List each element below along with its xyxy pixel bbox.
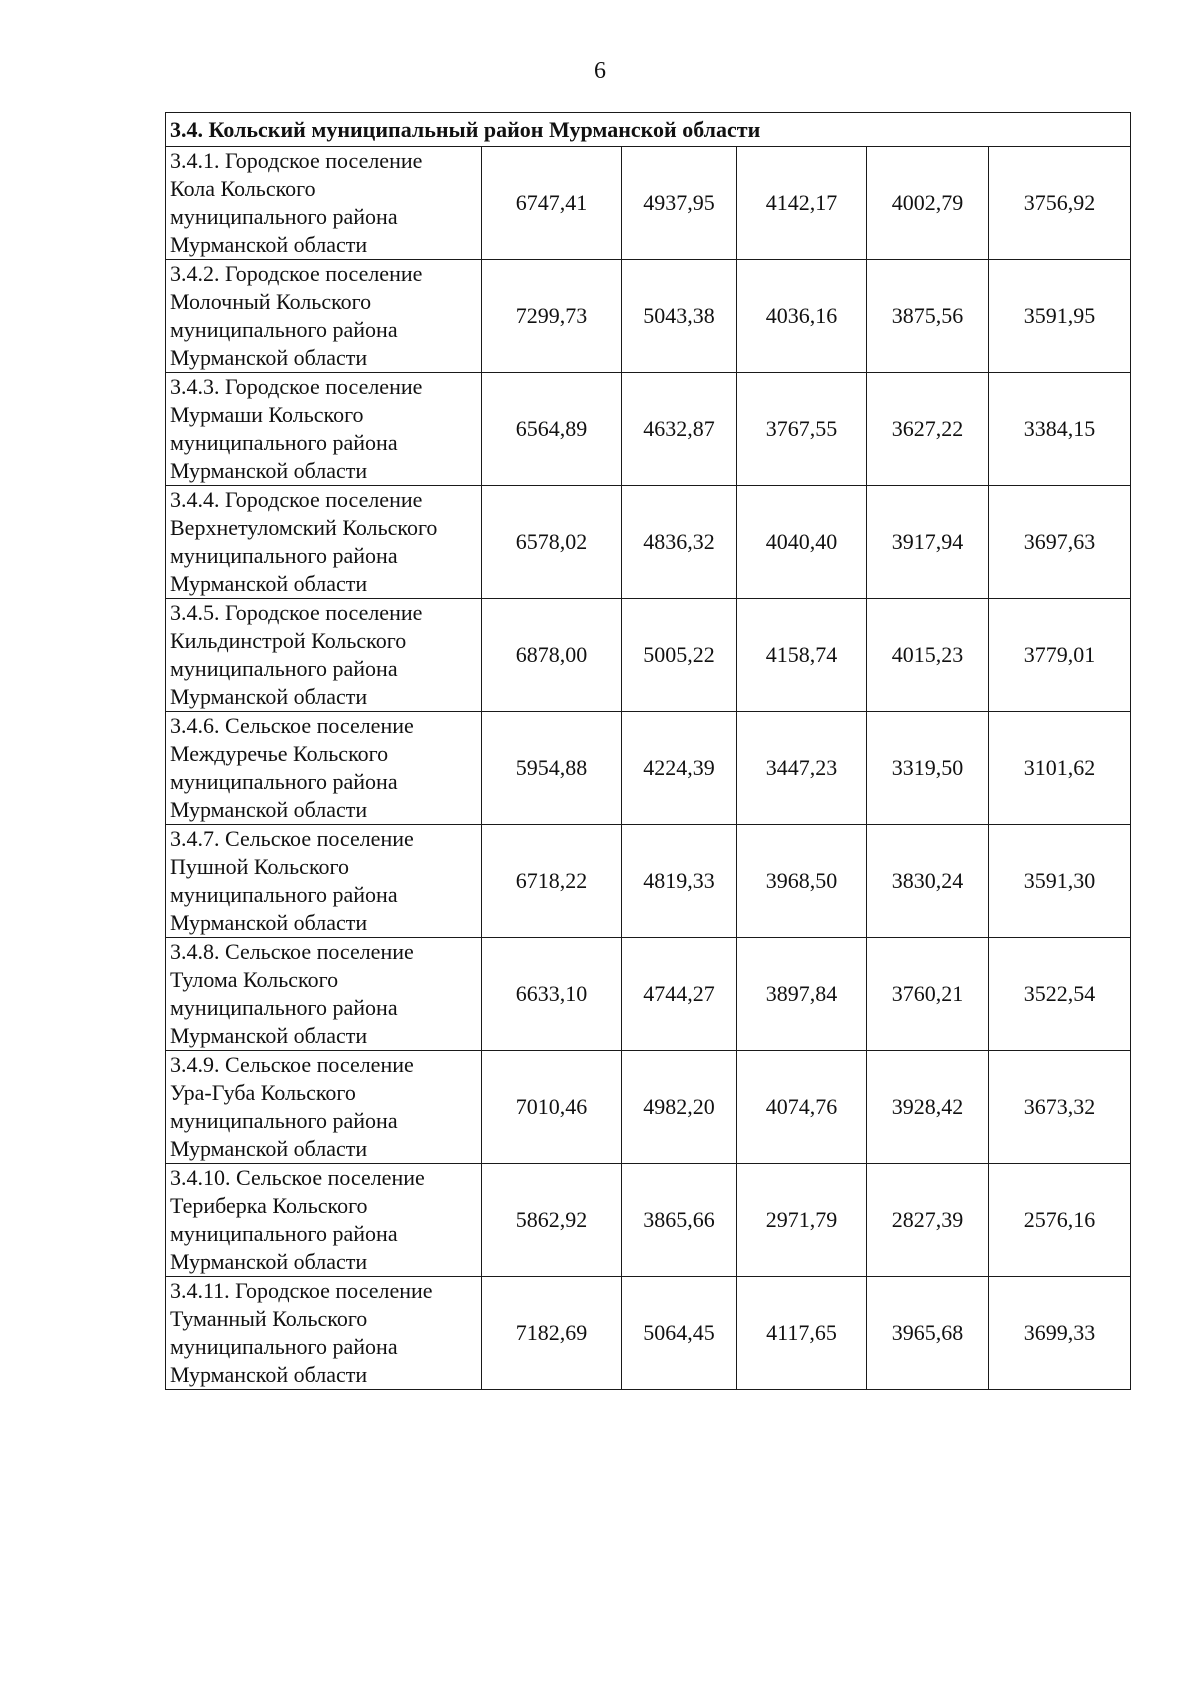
value-cell: 4002,79 [867,147,989,260]
settlement-name-line: Верхнетуломский Кольского [170,515,438,540]
value-cell: 4074,76 [737,1051,867,1164]
value-cell: 4036,16 [737,260,867,373]
value-cell: 3897,84 [737,938,867,1051]
section-title: 3.4. Кольский муниципальный район Мурманской области [166,113,1131,147]
value-cell: 5954,88 [482,712,622,825]
settlement-name-line: муниципального района [170,204,398,229]
settlement-name-cell [166,260,482,373]
settlement-name-cell [166,1164,482,1277]
settlement-name-line: Териберка Кольского [170,1193,368,1218]
value-cell: 6633,10 [482,938,622,1051]
settlement-name-line: Мурманской области [170,571,368,596]
value-cell: 4117,65 [737,1277,867,1390]
value-cell: 2576,16 [989,1164,1131,1277]
settlement-name-line: Мурманской области [170,684,368,709]
settlement-name-line: Ура-Губа Кольского [170,1080,356,1105]
settlement-name-line: Кола Кольского [170,176,316,201]
settlement-name-line: 3.4.7. Сельское поселение [170,826,414,851]
value-cell: 3928,42 [867,1051,989,1164]
value-cell: 3591,30 [989,825,1131,938]
settlement-name-line: Молочный Кольского [170,289,372,314]
value-cell: 3447,23 [737,712,867,825]
table-body [166,113,1131,1390]
settlement-name-cell [166,373,482,486]
value-cell: 6747,41 [482,147,622,260]
value-cell: 4040,40 [737,486,867,599]
value-cell: 6718,22 [482,825,622,938]
settlement-name-cell [166,599,482,712]
value-cell: 4937,95 [622,147,737,260]
value-cell: 4744,27 [622,938,737,1051]
value-cell: 3101,62 [989,712,1131,825]
value-cell: 4224,39 [622,712,737,825]
value-cell: 4632,87 [622,373,737,486]
table-row [166,373,1131,486]
settlement-name-line: 3.4.6. Сельское поселение [170,713,414,738]
value-cell: 5862,92 [482,1164,622,1277]
settlement-name-cell [166,938,482,1051]
value-cell: 3522,54 [989,938,1131,1051]
settlement-name-line: муниципального района [170,1334,398,1359]
value-cell: 3699,33 [989,1277,1131,1390]
settlement-name-line: Мурманской области [170,1136,368,1161]
settlement-name-cell [166,147,482,260]
settlement-name-line: муниципального района [170,543,398,568]
value-cell: 3767,55 [737,373,867,486]
settlement-name-line: Кильдинстрой Кольского [170,628,407,653]
settlement-name-line: муниципального района [170,1108,398,1133]
value-cell: 3965,68 [867,1277,989,1390]
value-cell: 3319,50 [867,712,989,825]
settlement-name-line: 3.4.4. Городское поселение [170,487,423,512]
value-cell: 6564,89 [482,373,622,486]
settlement-name-cell [166,712,482,825]
value-cell: 3627,22 [867,373,989,486]
settlement-name-line: 3.4.2. Городское поселение [170,261,423,286]
page-number: 6 [594,58,606,84]
value-cell: 3591,95 [989,260,1131,373]
settlement-name-line: Туманный Кольского [170,1306,368,1331]
value-cell: 4015,23 [867,599,989,712]
value-cell: 4158,74 [737,599,867,712]
settlement-name-line: 3.4.11. Городское поселение [170,1278,433,1303]
settlement-name-line: муниципального района [170,1221,398,1246]
value-cell: 7299,73 [482,260,622,373]
value-cell: 3756,92 [989,147,1131,260]
value-cell: 7010,46 [482,1051,622,1164]
value-cell: 4836,32 [622,486,737,599]
value-cell: 4982,20 [622,1051,737,1164]
value-cell: 3875,56 [867,260,989,373]
settlement-name-line: 3.4.3. Городское поселение [170,374,423,399]
value-cell: 6578,02 [482,486,622,599]
settlement-name-cell [166,1051,482,1164]
settlement-name-cell [166,825,482,938]
value-cell: 3673,32 [989,1051,1131,1164]
value-cell: 2827,39 [867,1164,989,1277]
table-row [166,260,1131,373]
settlement-name-line: муниципального района [170,656,398,681]
value-cell: 2971,79 [737,1164,867,1277]
settlement-name-line: муниципального района [170,317,398,342]
table-row [166,938,1131,1051]
settlement-name-line: муниципального района [170,430,398,455]
settlement-name-line: Междуречье Кольского [170,741,389,766]
settlement-name-line: муниципального района [170,995,398,1020]
settlement-name-line: 3.4.10. Сельское поселение [170,1165,425,1190]
settlement-name-line: 3.4.8. Сельское поселение [170,939,414,964]
value-cell: 4819,33 [622,825,737,938]
settlement-name-line: Тулома Кольского [170,967,339,992]
settlement-name-line: Мурманской области [170,910,368,935]
value-cell: 5005,22 [622,599,737,712]
table-row [166,147,1131,260]
value-cell: 3917,94 [867,486,989,599]
section-header-row [166,113,1131,147]
settlement-name-line: муниципального района [170,882,398,907]
value-cell: 3384,15 [989,373,1131,486]
table-row [166,712,1131,825]
value-cell: 3760,21 [867,938,989,1051]
value-cell: 3830,24 [867,825,989,938]
settlement-name-line: Мурманской области [170,1023,368,1048]
table-row [166,599,1131,712]
table-row [166,1277,1131,1390]
settlement-name-line: 3.4.5. Городское поселение [170,600,423,625]
value-cell: 7182,69 [482,1277,622,1390]
settlement-name-line: Мурманской области [170,232,368,257]
value-cell: 5064,45 [622,1277,737,1390]
settlement-name-line: 3.4.1. Городское поселение [170,148,423,173]
settlement-name-line: Пушной Кольского [170,854,349,879]
settlement-name-line: Мурмаши Кольского [170,402,364,427]
tariff-table [165,112,1131,1390]
table-row [166,1051,1131,1164]
settlement-name-cell [166,1277,482,1390]
settlement-name-line: Мурманской области [170,458,368,483]
settlement-name-line: Мурманской области [170,1249,368,1274]
settlement-name-line: Мурманской области [170,1362,368,1387]
value-cell: 3865,66 [622,1164,737,1277]
value-cell: 5043,38 [622,260,737,373]
settlement-name-line: 3.4.9. Сельское поселение [170,1052,414,1077]
settlement-name-line: муниципального района [170,769,398,794]
value-cell: 3779,01 [989,599,1131,712]
table-row [166,486,1131,599]
value-cell: 3968,50 [737,825,867,938]
settlement-name-cell [166,486,482,599]
value-cell: 3697,63 [989,486,1131,599]
settlement-name-line: Мурманской области [170,797,368,822]
table-row [166,1164,1131,1277]
table-row [166,825,1131,938]
settlement-name-line: Мурманской области [170,345,368,370]
value-cell: 6878,00 [482,599,622,712]
value-cell: 4142,17 [737,147,867,260]
